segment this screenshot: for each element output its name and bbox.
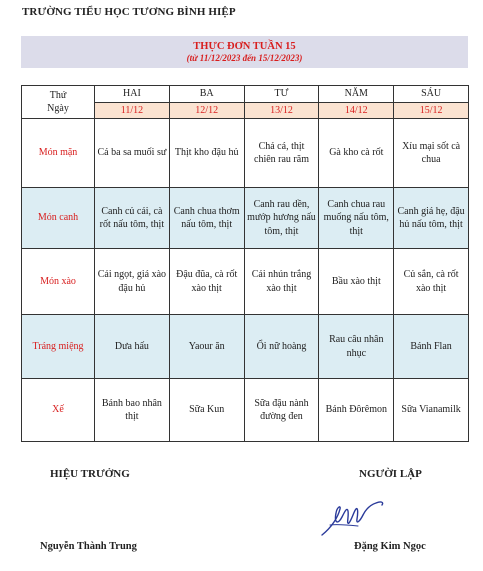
menu-cell: Sữa Vianamilk (394, 379, 469, 442)
header-thu: Thứ (49, 89, 67, 101)
row-label-mon-man: Món mặn (22, 119, 95, 188)
principal-title: HIỆU TRƯỞNG (50, 468, 130, 480)
row-label-trang-mieng: Tráng miệng (22, 315, 95, 379)
menu-title-band (21, 36, 468, 68)
menu-cell: Canh chua rau muống nấu tôm, thịt (319, 188, 394, 249)
handwritten-signature (318, 495, 388, 539)
menu-cell: Gà kho cà rốt (319, 119, 394, 188)
menu-cell: Xíu mại sốt cà chua (394, 119, 469, 188)
day-name-nam: NĂM (319, 86, 394, 103)
menu-cell: Bầu xào thịt (319, 249, 394, 315)
day-name-ba: BA (169, 86, 244, 103)
day-name-hai: HAI (95, 86, 170, 103)
row-label-mon-xao: Món xào (22, 249, 95, 315)
menu-cell: Cá ba sa muối sư (95, 119, 170, 188)
menu-cell: Bánh Đôrêmon (319, 379, 394, 442)
day-date-tu: 13/12 (244, 102, 319, 119)
menu-cell: Củ sắn, cà rốt xào thịt (394, 249, 469, 315)
menu-cell: Chả cá, thịt chiên rau răm (244, 119, 319, 188)
menu-cell: Cải nhún trắng xào thịt (244, 249, 319, 315)
menu-cell: Yaour ăn (169, 315, 244, 379)
row-label-xe: Xế (22, 379, 95, 442)
menu-cell: Sữa đậu nành đường đen (244, 379, 319, 442)
menu-date-range: (từ 11/12/2023 đến 15/12/2023) (186, 53, 303, 63)
header-day-label (22, 86, 95, 119)
menu-cell: Đậu đũa, cà rốt xào thịt (169, 249, 244, 315)
principal-name: Nguyễn Thành Trung (40, 541, 137, 552)
header-ngay: Ngày (47, 103, 69, 114)
menu-cell: Thịt kho đậu hủ (169, 119, 244, 188)
table-row (22, 315, 469, 379)
table-row (22, 188, 469, 249)
table-row (22, 119, 469, 188)
day-name-tu: TƯ (244, 86, 319, 103)
menu-cell: Cải ngọt, giá xào đậu hủ (95, 249, 170, 315)
menu-cell: Canh rau dền, mướp hương nấu tôm, thịt (244, 188, 319, 249)
menu-cell: Canh củ cải, cà rốt nấu tôm, thịt (95, 188, 170, 249)
day-date-ba: 12/12 (169, 102, 244, 119)
preparer-title: NGƯỜI LẬP (359, 468, 422, 480)
menu-cell: Bánh Flan (394, 315, 469, 379)
school-name: TRƯỜNG TIỂU HỌC TƯƠNG BÌNH HIỆP (22, 6, 236, 18)
preparer-name: Đặng Kim Ngọc (354, 541, 426, 552)
day-date-nam: 14/12 (319, 102, 394, 119)
menu-title: THỰC ĐƠN TUẦN 15 (193, 41, 296, 52)
row-label-mon-canh: Món canh (22, 188, 95, 249)
menu-cell: Sữa Kun (169, 379, 244, 442)
day-date-hai: 11/12 (95, 102, 170, 119)
table-row (22, 249, 469, 315)
menu-cell: Canh giá hẹ, đậu hủ nấu tôm, thịt (394, 188, 469, 249)
menu-cell: Rau câu nhân nhục (319, 315, 394, 379)
menu-cell: Bánh bao nhân thịt (95, 379, 170, 442)
table-row (22, 379, 469, 442)
day-name-sau: SÁU (394, 86, 469, 103)
menu-cell: Ổi nữ hoàng (244, 315, 319, 379)
menu-cell: Dưa hấu (95, 315, 170, 379)
menu-cell: Canh chua thơm nấu tôm, thịt (169, 188, 244, 249)
day-date-sau: 15/12 (394, 102, 469, 119)
weekly-menu-table (21, 85, 469, 442)
